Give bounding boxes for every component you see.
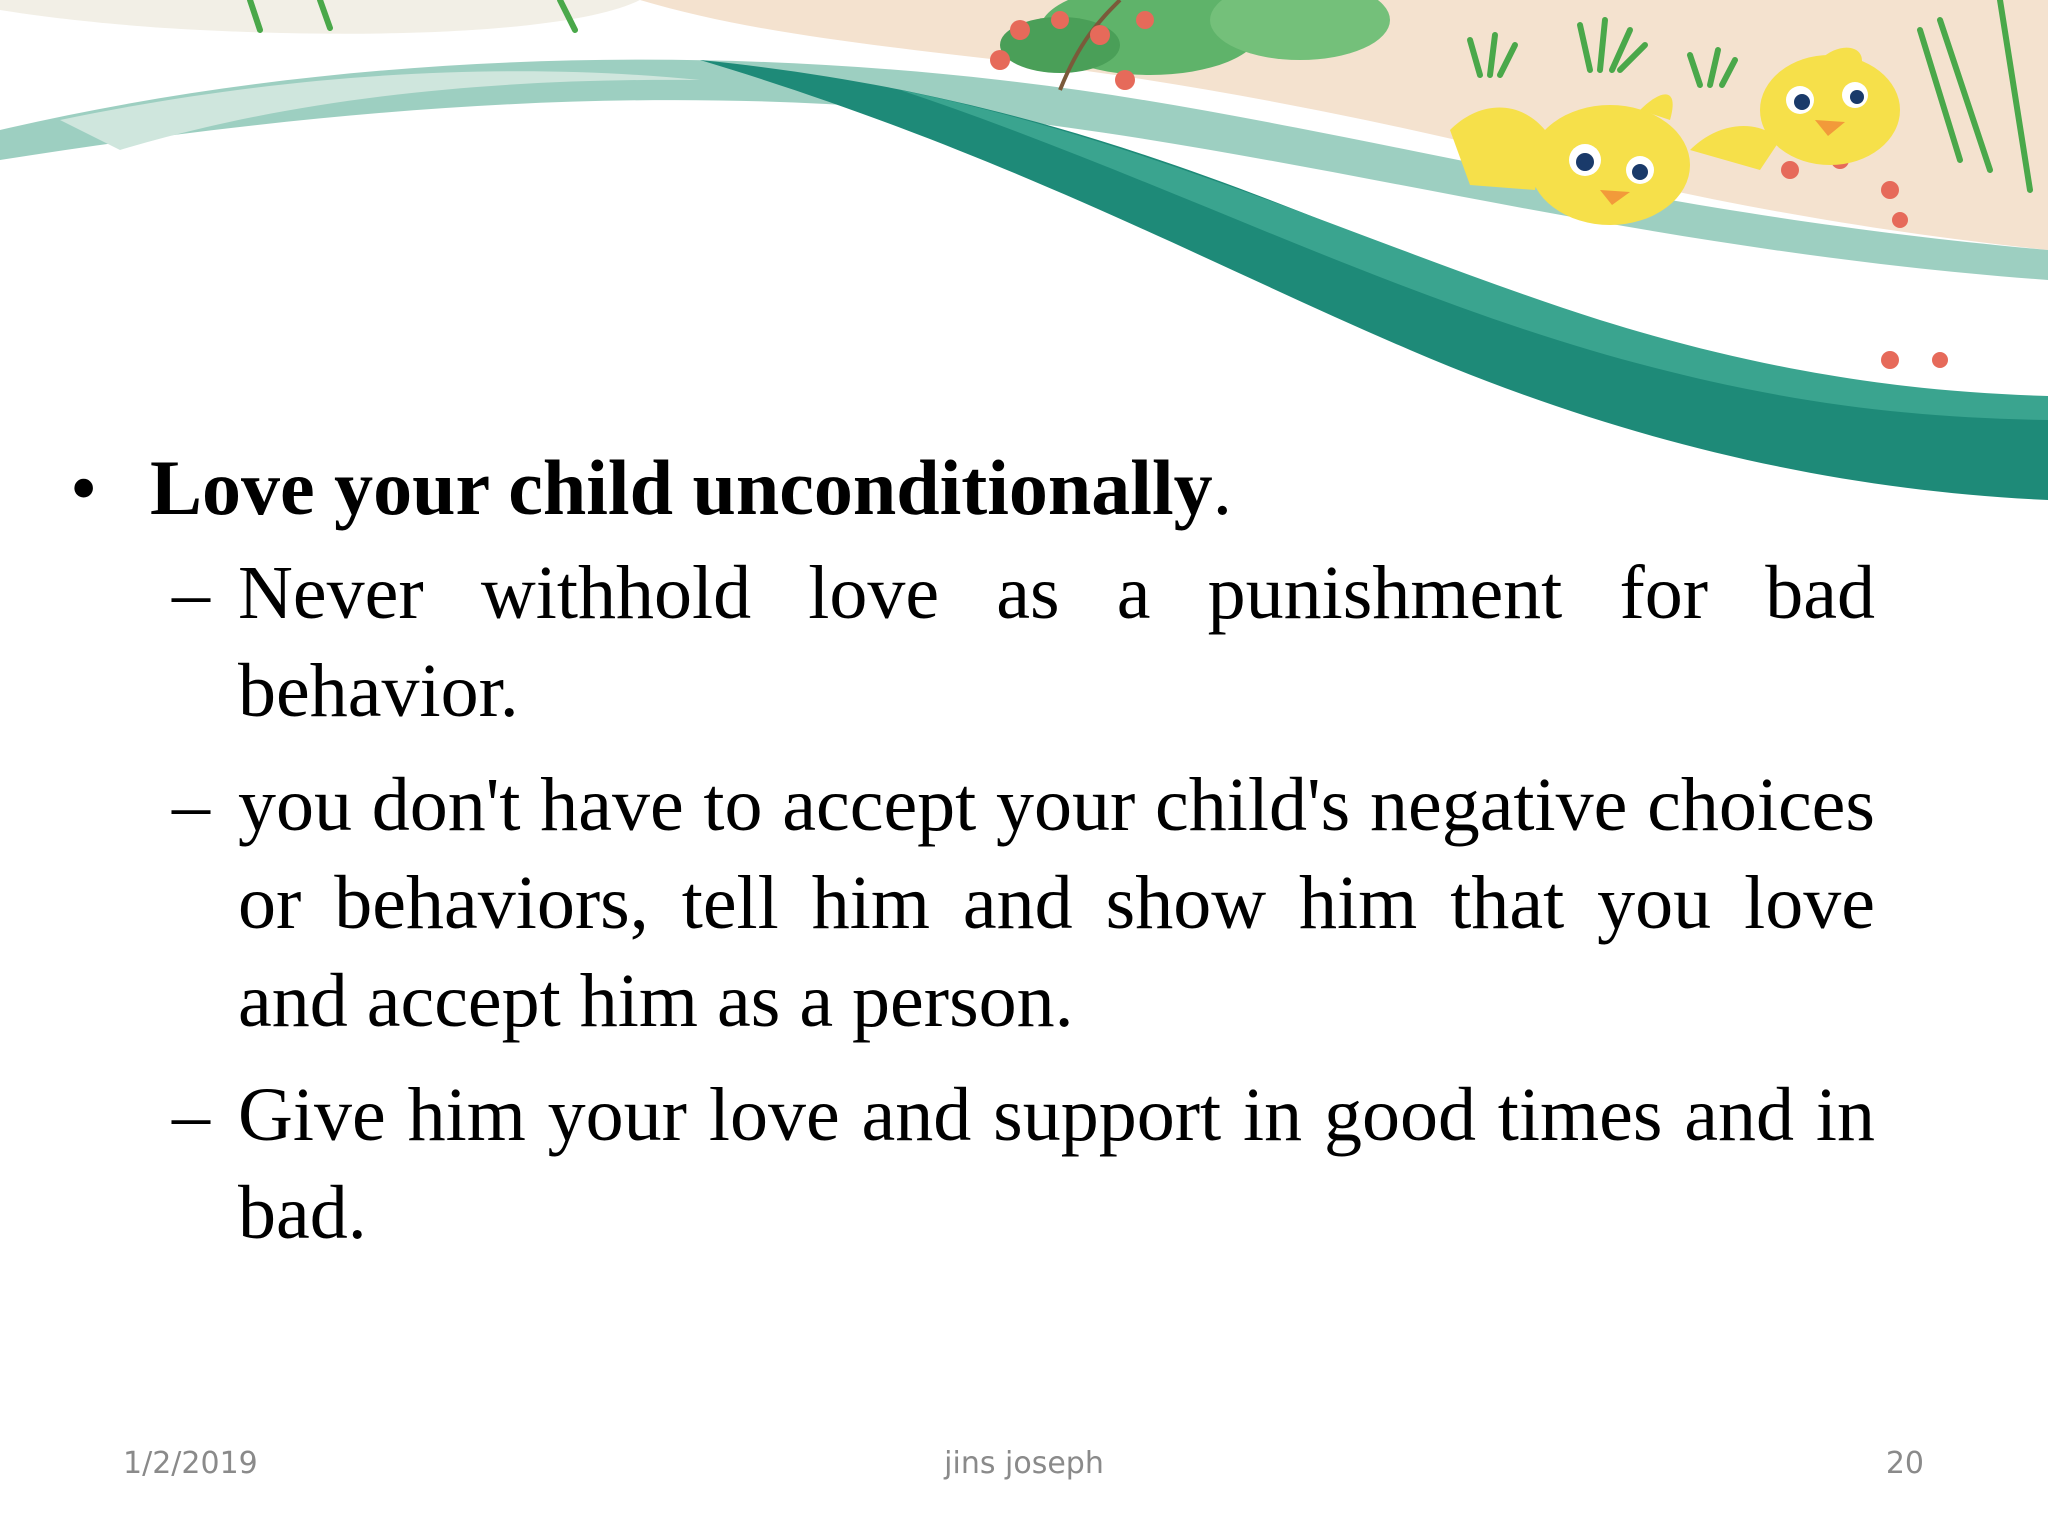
dash-icon: – xyxy=(172,1073,210,1157)
dash-icon: – xyxy=(172,551,210,635)
sub-bullet-list xyxy=(70,544,1875,1262)
main-bullet xyxy=(70,440,1875,536)
main-bullet-text xyxy=(150,440,1232,536)
main-bullet-bold: Love your child unconditionally xyxy=(150,444,1213,531)
sub-bullet-item xyxy=(172,544,1875,740)
dash-icon: – xyxy=(172,763,210,847)
footer-date: 1/2/2019 xyxy=(123,1446,258,1481)
bullet-dot-icon: • xyxy=(70,444,98,531)
sub-bullet-text: Never withhold love as a punishment for bad behavior. xyxy=(238,551,1875,733)
footer-page-number: 20 xyxy=(1885,1446,1924,1481)
footer-author: jins joseph xyxy=(944,1446,1104,1481)
sub-bullet-item xyxy=(172,756,1875,1050)
sub-bullet-text: you don't have to accept your child's negative choices or behaviors, tell him and show him that you love and accept him as a person. xyxy=(238,763,1875,1043)
main-bullet-trailing: . xyxy=(1212,444,1233,531)
sub-bullet-item xyxy=(172,1066,1875,1262)
sub-bullet-text: Give him your love and support in good times and in bad. xyxy=(238,1073,1875,1255)
slide-content xyxy=(70,440,1875,1278)
